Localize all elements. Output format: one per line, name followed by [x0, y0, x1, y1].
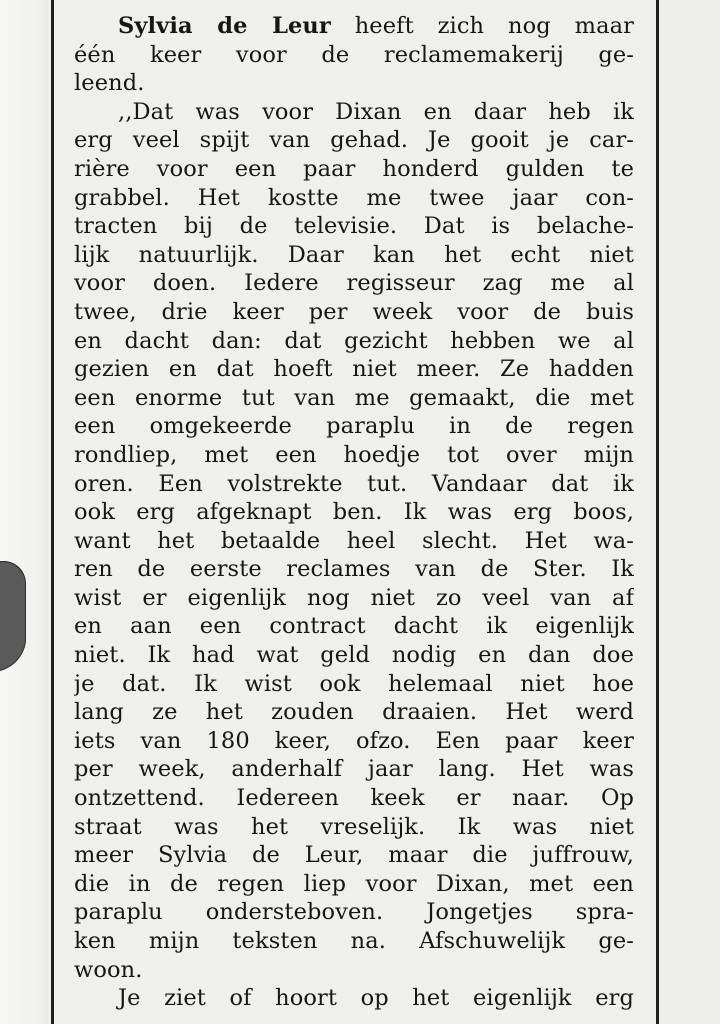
paragraph-line: lang ze het zouden draaien. Het werd — [74, 699, 634, 726]
article-column — [74, 12, 634, 1012]
paragraph-line: straat was het vreselijk. Ik was niet — [74, 813, 634, 840]
paragraph-line: lijk natuurlijk. Daar kan het echt niet — [74, 241, 634, 268]
partial-line: Je ziet of hoort op het eigenlijk erg — [118, 985, 634, 1012]
paragraph-line: erg veel spijt van gehad. Je gooit je car- — [74, 127, 634, 154]
paragraph-line: want het betaalde heel slecht. Het wa- — [74, 527, 634, 554]
paragraph-line: een omgekeerde paraplu in de regen — [74, 413, 634, 440]
paragraph-line: en dacht dan: dat gezicht hebben we al — [74, 327, 634, 354]
paragraph-line: je dat. Ik wist ook helemaal niet hoe — [74, 670, 634, 697]
paragraph-line: wist er eigenlijk nog niet zo veel van af — [74, 584, 634, 611]
paragraph-line: ook erg afgeknapt ben. Ik was erg boos, — [74, 499, 634, 526]
paragraph-line: iets van 180 keer, ofzo. Een paar keer — [74, 727, 634, 754]
column-rule-left — [51, 0, 54, 1024]
paragraph-line: per week, anderhalf jaar lang. Het was — [74, 756, 634, 783]
paragraph-line: een enorme tut van me gemaakt, die met — [74, 384, 634, 411]
quote-paragraph — [74, 98, 634, 984]
next-paragraph — [74, 984, 634, 1012]
paragraph-line: ren de eerste reclames van de Ster. Ik — [74, 556, 634, 583]
lead-line — [74, 12, 634, 41]
lead-name: Sylvia de Leur — [118, 13, 331, 39]
paragraph-line: rière voor een paar honderd gulden te — [74, 155, 634, 182]
left-page-margin — [0, 0, 48, 1024]
paragraph-line: gezien en dat hoeft niet meer. Ze hadden — [74, 356, 634, 383]
paragraph-line: twee, drie keer per week voor de buis — [74, 298, 634, 325]
paragraph-line: paraplu ondersteboven. Jongetjes spra- — [74, 899, 634, 926]
right-page-margin — [659, 0, 720, 1024]
paragraph-line: niet. Ik had wat geld nodig en dan doe — [74, 642, 634, 669]
paragraph-line: ,,Dat was voor Dixan en daar heb ik — [118, 98, 634, 125]
paragraph-line: tracten bij de televisie. Dat is belache- — [74, 213, 634, 240]
paragraph-line: meer Sylvia de Leur, maar die juffrouw, — [74, 842, 634, 869]
paragraph-line: en aan een contract dacht ik eigenlijk — [74, 613, 634, 640]
lead-line: leend. — [74, 70, 145, 97]
paragraph-line: ontzettend. Iedereen keek er naar. Op — [74, 785, 634, 812]
lead-paragraph — [74, 12, 634, 98]
paragraph-line: ken mijn teksten na. Afschuwelijk ge- — [74, 928, 634, 954]
paragraph-line: grabbel. Het kostte me twee jaar con- — [74, 184, 634, 211]
paragraph-line: voor doen. Iedere regisseur zag me al — [74, 270, 634, 297]
lead-line: één keer voor de reclamemakerij ge- — [74, 41, 634, 68]
paragraph-line: woon. — [74, 956, 143, 983]
paragraph-line: rondliep, met een hoedje tot over mijn — [74, 441, 634, 468]
paragraph-line: oren. Een volstrekte tut. Vandaar dat ik — [74, 470, 634, 497]
paragraph-line: die in de regen liep voor Dixan, met een — [74, 870, 634, 897]
lead-line-rest: heeft zich nog maar — [330, 13, 634, 39]
